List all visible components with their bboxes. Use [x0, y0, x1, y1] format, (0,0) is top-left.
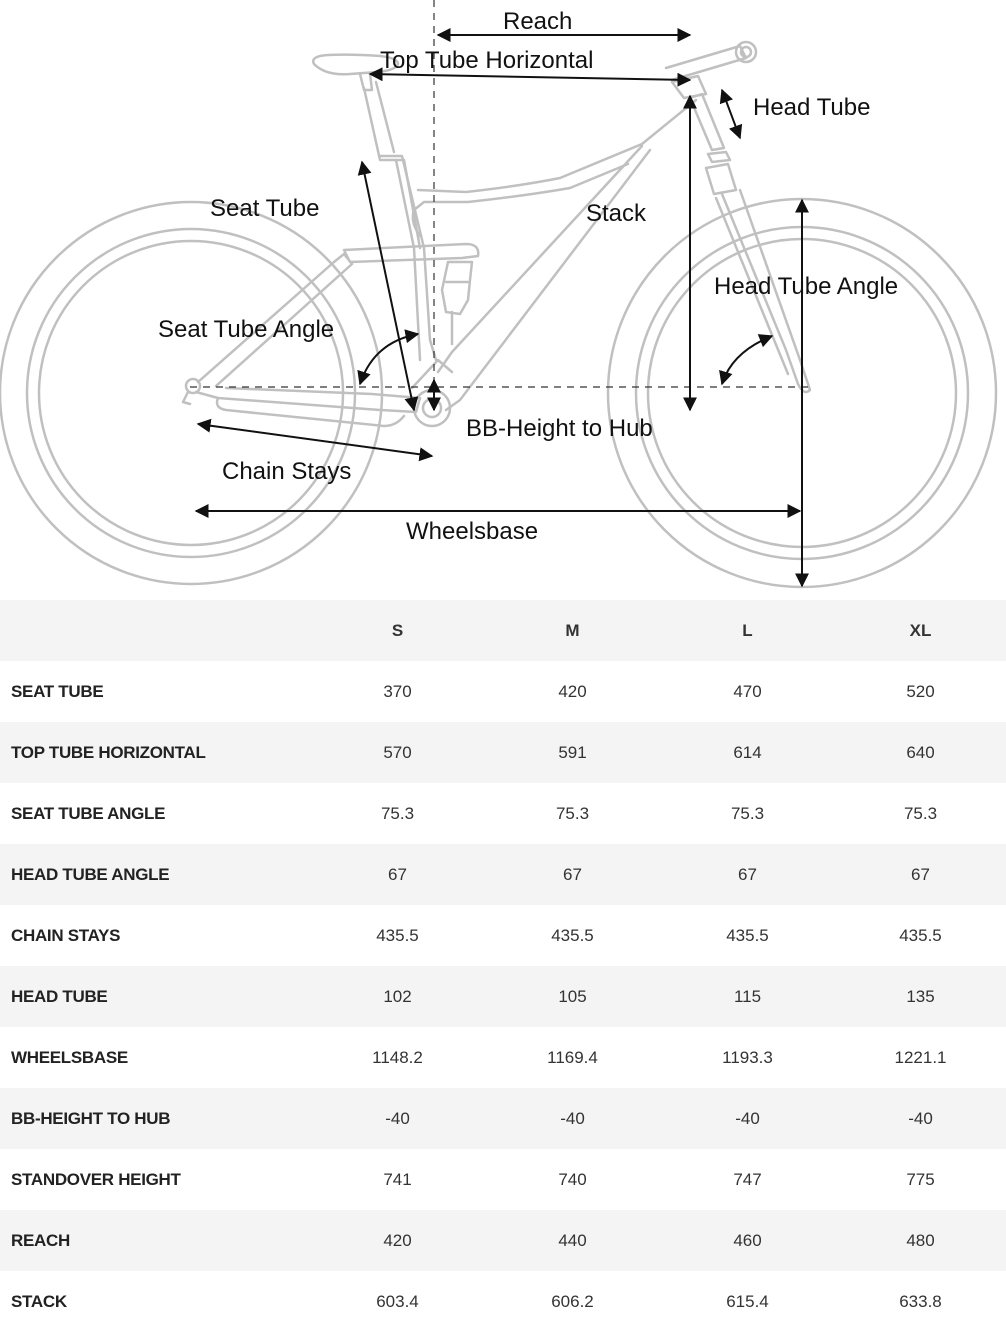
geometry-table	[0, 600, 1006, 1332]
row-label: SEAT TUBE	[11, 681, 104, 701]
table-cell: 75.3	[903, 803, 938, 823]
table-cell: 603.4	[376, 1291, 419, 1311]
table-cell: 435.5	[376, 925, 419, 945]
table-cell: 440	[558, 1230, 587, 1250]
head-tube-angle-arc	[722, 336, 772, 384]
label-top-tube-horizontal: Top Tube Horizontal	[380, 47, 594, 74]
table-cell: 640	[906, 742, 935, 762]
table-cell: 67	[911, 864, 930, 884]
label-bb-height-to-hub: BB-Height to Hub	[466, 415, 653, 442]
label-head-tube: Head Tube	[753, 94, 871, 121]
row-label: WHEELSBASE	[11, 1047, 128, 1067]
table-cell: -40	[908, 1108, 933, 1128]
table-cell: 102	[383, 986, 412, 1006]
table-cell: 420	[383, 1230, 412, 1250]
row-label: SEAT TUBE ANGLE	[11, 803, 166, 823]
table-cell: 135	[906, 986, 935, 1006]
table-row	[0, 783, 1006, 844]
table-row	[0, 844, 1006, 905]
table-cell: 75.3	[555, 803, 590, 823]
head-tube-arrow	[722, 90, 740, 138]
table-cell: 75.3	[380, 803, 415, 823]
table-cell: 591	[558, 742, 587, 762]
table-cell: 741	[383, 1169, 412, 1189]
header-size-s: S	[391, 620, 404, 640]
bike-geometry-diagram	[0, 0, 1006, 600]
table-cell: -40	[735, 1108, 760, 1128]
table-cell: 1193.3	[722, 1047, 773, 1067]
row-label: REACH	[11, 1230, 70, 1250]
header-size-xl: XL	[909, 620, 932, 640]
label-stack: Stack	[586, 200, 647, 227]
table-cell: 420	[558, 681, 587, 701]
table-cell: 740	[558, 1169, 587, 1189]
table-cell: 1221.1	[894, 1047, 947, 1067]
table-row	[0, 1149, 1006, 1210]
table-cell: 606.2	[551, 1291, 594, 1311]
label-reach: Reach	[503, 8, 573, 35]
table-row	[0, 722, 1006, 783]
row-label: STANDOVER HEIGHT	[11, 1169, 181, 1189]
table-cell: 1148.2	[372, 1047, 423, 1067]
table-row	[0, 1027, 1006, 1088]
table-cell: 633.8	[899, 1291, 942, 1311]
table-row	[0, 1088, 1006, 1149]
label-seat-tube: Seat Tube	[210, 195, 320, 222]
row-label: BB-HEIGHT TO HUB	[11, 1108, 171, 1128]
table-row	[0, 1210, 1006, 1271]
table-cell: 615.4	[726, 1291, 769, 1311]
table-cell: -40	[560, 1108, 585, 1128]
top-tube-arrow	[370, 74, 690, 80]
table-cell: 435.5	[551, 925, 594, 945]
row-label: CHAIN STAYS	[11, 925, 121, 945]
table-cell: -40	[385, 1108, 410, 1128]
table-cell: 470	[733, 681, 762, 701]
row-label: STACK	[11, 1291, 67, 1311]
table-cell: 115	[733, 986, 762, 1006]
table-cell: 67	[563, 864, 582, 884]
table-cell: 75.3	[730, 803, 765, 823]
table-cell: 520	[906, 681, 935, 701]
row-label: HEAD TUBE ANGLE	[11, 864, 170, 884]
table-cell: 370	[383, 681, 412, 701]
table-cell: 105	[558, 986, 587, 1006]
table-header-row	[0, 600, 1006, 661]
table-cell: 480	[906, 1230, 935, 1250]
table-row	[0, 1271, 1006, 1332]
label-chain-stays: Chain Stays	[222, 458, 352, 485]
row-label: HEAD TUBE	[11, 986, 108, 1006]
row-label: TOP TUBE HORIZONTAL	[11, 742, 206, 762]
header-empty	[0, 600, 310, 661]
chain-stays-arrow	[198, 424, 432, 456]
table-cell: 435.5	[899, 925, 942, 945]
table-cell: 460	[733, 1230, 762, 1250]
table-cell: 67	[388, 864, 407, 884]
label-head-tube-angle: Head Tube Angle	[714, 273, 899, 300]
seat-tube-arrow	[362, 162, 414, 410]
table-row	[0, 661, 1006, 722]
table-row	[0, 905, 1006, 966]
header-size-m: M	[565, 620, 580, 640]
table-row	[0, 966, 1006, 1027]
label-seat-tube-angle: Seat Tube Angle	[158, 316, 335, 343]
table-cell: 67	[738, 864, 757, 884]
header-size-l: L	[742, 620, 753, 640]
table-cell: 570	[383, 742, 412, 762]
table-cell: 435.5	[726, 925, 769, 945]
table-cell: 1169.4	[547, 1047, 598, 1067]
table-cell: 614	[733, 742, 762, 762]
label-wheelsbase: Wheelsbase	[406, 518, 539, 545]
bike-illustration	[0, 42, 996, 587]
table-cell: 747	[733, 1169, 762, 1189]
table-cell: 775	[906, 1169, 935, 1189]
seat-tube-angle-arc	[360, 334, 418, 384]
